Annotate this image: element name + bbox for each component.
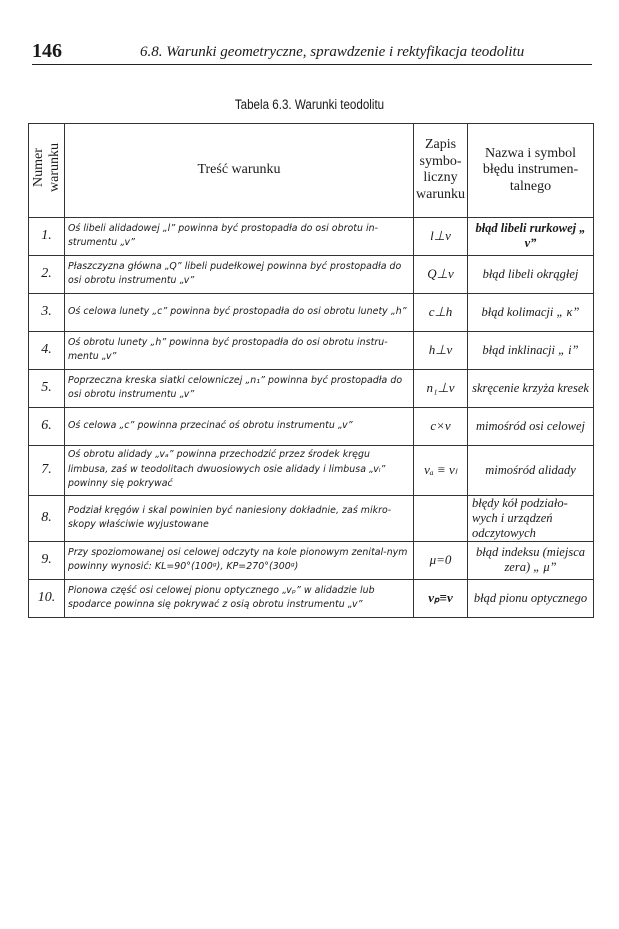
condition-text: Oś obrotu alidady „vₐ” powinna przechodzić przez środek kręgu limbusa, zaś w teodolitach dwuosiowych osie alidady i limbusa „vₗ” powinny się pokrywać xyxy=(65,445,414,495)
row-number: 3. xyxy=(29,293,65,331)
condition-symbol: c⊥h xyxy=(414,293,468,331)
row-number: 10. xyxy=(29,579,65,617)
condition-text: Oś obrotu lunety „h” powinna być prostopadła do osi obrotu instru-mentu „v” xyxy=(65,331,414,369)
running-title: 6.8. Warunki geometryczne, sprawdzenie i rektyfikacja teodolitu xyxy=(140,44,525,60)
column-header-error-name: Nazwa i symbol błędu instrumen- talnego xyxy=(468,124,594,218)
condition-text: Oś celowa lunety „c” powinna być prostopadła do osi obrotu lunety „h” xyxy=(65,293,414,331)
error-name: błąd kolimacji „ κ” xyxy=(468,293,594,331)
condition-symbol xyxy=(414,495,468,541)
table-header-row xyxy=(29,124,594,218)
condition-symbol: c×v xyxy=(414,407,468,445)
condition-symbol: Q⊥v xyxy=(414,255,468,293)
condition-text: Podział kręgów i skal powinien być naniesiony dokładnie, zaś mikro-skopy właściwie wyjustowane xyxy=(65,495,414,541)
error-name: skręcenie krzyża kresek xyxy=(468,369,594,407)
error-name: błąd pionu optycznego xyxy=(468,579,594,617)
condition-text: Poprzeczna kreska siatki celowniczej „n₁” powinna być prostopadła do osi obrotu instrumentu „v” xyxy=(65,369,414,407)
error-name: błędy kół podziało-wych i urządzeń odczytowych xyxy=(468,495,594,541)
row-number: 8. xyxy=(29,495,65,541)
condition-text: Oś libeli alidadowej „l” powinna być prostopadła do osi obrotu in-strumentu „v” xyxy=(65,217,414,255)
table-row xyxy=(29,331,594,369)
condition-text: Oś celowa „c” powinna przecinać oś obrotu instrumentu „v” xyxy=(65,407,414,445)
table-row xyxy=(29,579,594,617)
error-name: mimośród osi celowej xyxy=(468,407,594,445)
table-row xyxy=(29,293,594,331)
column-header-content: Treść warunku xyxy=(65,124,414,218)
table-row xyxy=(29,445,594,495)
column-header-symbol: Zapis symbo- liczny warunku xyxy=(414,124,468,218)
table-caption: Tabela 6.3. Warunki teodolitu xyxy=(234,97,385,112)
error-name: błąd libeli okrągłej xyxy=(468,255,594,293)
table-row xyxy=(29,255,594,293)
table-row xyxy=(29,217,594,255)
condition-symbol: vₚ≡v xyxy=(414,579,468,617)
table-row xyxy=(29,495,594,541)
table-row xyxy=(29,369,594,407)
error-name: błąd inklinacji „ i” xyxy=(468,331,594,369)
condition-symbol: n₁⊥v xyxy=(414,369,468,407)
page-number: 146 xyxy=(32,40,62,62)
page-header xyxy=(32,40,592,70)
table-row xyxy=(29,541,594,579)
error-name: mimośród alidady xyxy=(468,445,594,495)
condition-symbol: μ=0 xyxy=(414,541,468,579)
condition-symbol: h⊥v xyxy=(414,331,468,369)
row-number: 7. xyxy=(29,445,65,495)
table-row xyxy=(29,407,594,445)
header-rule xyxy=(32,64,592,65)
condition-text: Przy spoziomowanej osi celowej odczyty na kole pionowym zenital-nym powinny wynosić: KL=90°(100ᵍ), KP=270°(300ᵍ) xyxy=(65,541,414,579)
row-number: 1. xyxy=(29,217,65,255)
conditions-table xyxy=(28,123,594,618)
column-header-number: Numer warunku xyxy=(29,124,65,218)
condition-symbol: l⊥v xyxy=(414,217,468,255)
condition-text: Pionowa część osi celowej pionu optycznego „vₚ” w alidadzie lub spodarce powinna się pokrywać z osią obrotu instrumentu „v” xyxy=(65,579,414,617)
error-name: błąd libeli rurkowej „ v” xyxy=(468,217,594,255)
error-name: błąd indeksu (miejsca zera) „ μ” xyxy=(468,541,594,579)
condition-symbol: vₐ ≡ vₗ xyxy=(414,445,468,495)
row-number: 4. xyxy=(29,331,65,369)
row-number: 6. xyxy=(29,407,65,445)
condition-text: Płaszczyzna główna „Q” libeli pudełkowej powinna być prostopadła do osi obrotu instrumentu „v” xyxy=(65,255,414,293)
row-number: 9. xyxy=(29,541,65,579)
row-number: 5. xyxy=(29,369,65,407)
row-number: 2. xyxy=(29,255,65,293)
